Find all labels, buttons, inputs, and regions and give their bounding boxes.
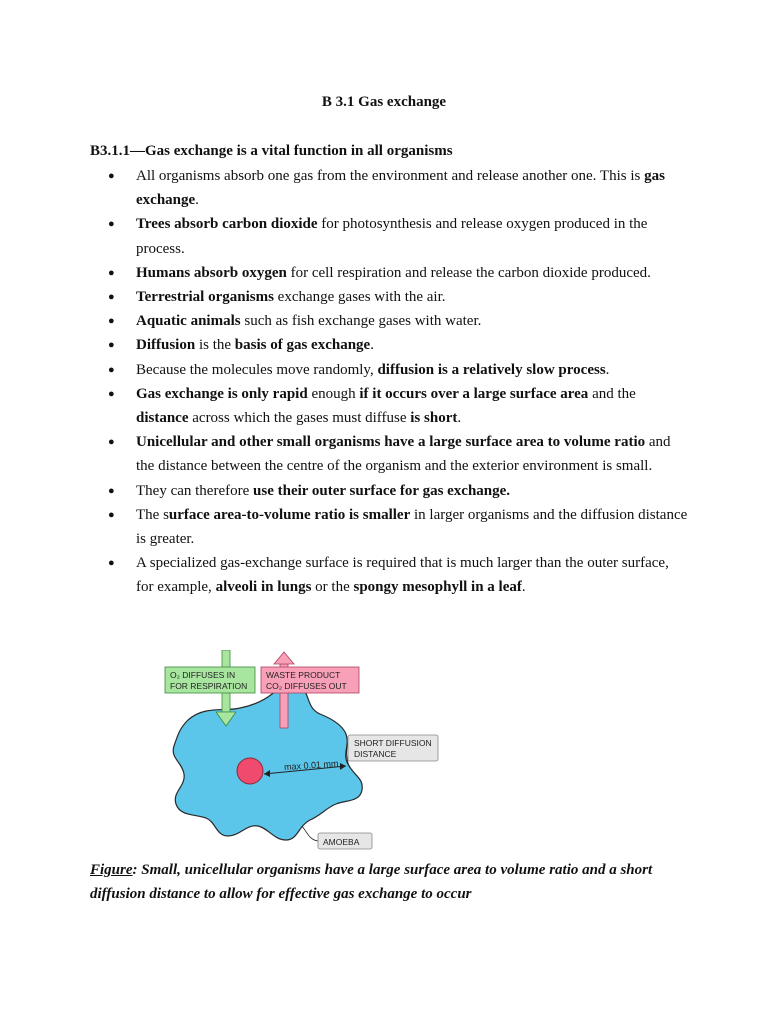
bullet-item xyxy=(108,333,688,357)
bold-text: Terrestrial organisms xyxy=(136,289,274,306)
bold-text: Gas exchange is only rapid xyxy=(136,385,308,402)
bold-text: Unicellular and other small organisms have a large surface area to volume ratio xyxy=(136,434,646,451)
text: for cell respiration and release the carbon dioxide produced. xyxy=(286,264,651,281)
text: is the xyxy=(195,337,235,354)
text: . xyxy=(457,410,462,427)
bullet-item xyxy=(108,430,688,478)
text: . xyxy=(521,579,526,596)
text: across which the gases must diffuse xyxy=(188,410,411,427)
bold-text: use their outer surface for gas exchange. xyxy=(253,482,511,499)
figure-caption-text: : Small, unicellular organisms have a large surface area to volume ratio and a short diffusion distance to allow for effective gas exchange to occur xyxy=(90,862,653,902)
o2-label-line2: FOR RESPIRATION xyxy=(170,681,248,691)
bold-text: is short xyxy=(410,410,458,427)
bold-text: alveoli in lungs xyxy=(215,579,312,596)
bold-text: Diffusion xyxy=(136,337,196,354)
text: and the distance between the centre of the organism and the exterior environment is small. xyxy=(136,434,671,475)
bold-text: if it occurs over a large surface area xyxy=(359,385,589,402)
bold-text: Humans absorb oxygen xyxy=(136,264,287,281)
max-distance-label: max 0.01 mm xyxy=(283,758,339,773)
text: in larger organisms and the diffusion distance is greater. xyxy=(136,506,688,548)
text: or the xyxy=(311,579,354,596)
text: exchange gases with the air. xyxy=(273,289,446,306)
bullet-item xyxy=(108,551,688,599)
text: . xyxy=(605,361,610,378)
amoeba-label: AMOEBA xyxy=(323,837,360,847)
bullet-item xyxy=(108,358,688,382)
figure-caption xyxy=(90,858,690,906)
page-title: B 3.1 Gas exchange xyxy=(321,94,447,110)
short-diffusion-line1: SHORT DIFFUSION xyxy=(354,738,432,748)
text: The s xyxy=(136,506,169,523)
bold-text: diffusion is a relatively slow process xyxy=(377,361,606,378)
bold-text: spongy mesophyll in a leaf xyxy=(353,579,522,596)
bullet-item xyxy=(108,212,688,260)
bullet-item xyxy=(108,309,688,333)
bullet-item xyxy=(108,479,688,503)
text: and the xyxy=(588,385,636,402)
text: They can therefore xyxy=(136,482,254,499)
o2-label-line1: O₂ DIFFUSES IN xyxy=(170,670,236,680)
bullet-item xyxy=(108,503,688,551)
figure-caption-label: Figure xyxy=(90,862,133,878)
nucleus xyxy=(237,758,263,784)
text: All organisms absorb one gas from the environment and release another one. This is xyxy=(136,168,645,184)
text: enough xyxy=(307,385,360,402)
waste-label-line2: CO₂ DIFFUSES OUT xyxy=(266,681,347,691)
bold-text: basis of gas exchange xyxy=(234,337,371,354)
bold-text: distance xyxy=(136,410,189,427)
section-heading: B3.1.1—Gas exchange is a vital function in all organisms xyxy=(90,143,453,159)
bold-text: Aquatic animals xyxy=(136,313,241,330)
text: Because the molecules move randomly, xyxy=(136,361,378,378)
bold-text: urface area-to-volume ratio is smaller xyxy=(168,506,411,523)
bold-text: gas exchange xyxy=(136,168,665,209)
text: A specialized gas-exchange surface is required that is much larger than the outer surface, for example, xyxy=(136,555,669,596)
text: such as fish exchange gases with water. xyxy=(240,313,482,330)
short-diffusion-line2: DISTANCE xyxy=(354,749,397,759)
text: . xyxy=(370,337,374,354)
amoeba-figure xyxy=(150,650,450,855)
waste-label-line1: WASTE PRODUCT xyxy=(266,670,341,680)
bullet-list xyxy=(108,164,688,600)
bullet-item xyxy=(108,285,688,309)
text: . xyxy=(195,192,199,209)
bullet-item xyxy=(108,382,688,430)
bold-text: Trees absorb carbon dioxide xyxy=(136,216,318,233)
bullet-item xyxy=(108,261,688,285)
bullet-item xyxy=(108,164,688,212)
text: for photosynthesis and release oxygen produced in the process. xyxy=(136,216,648,257)
